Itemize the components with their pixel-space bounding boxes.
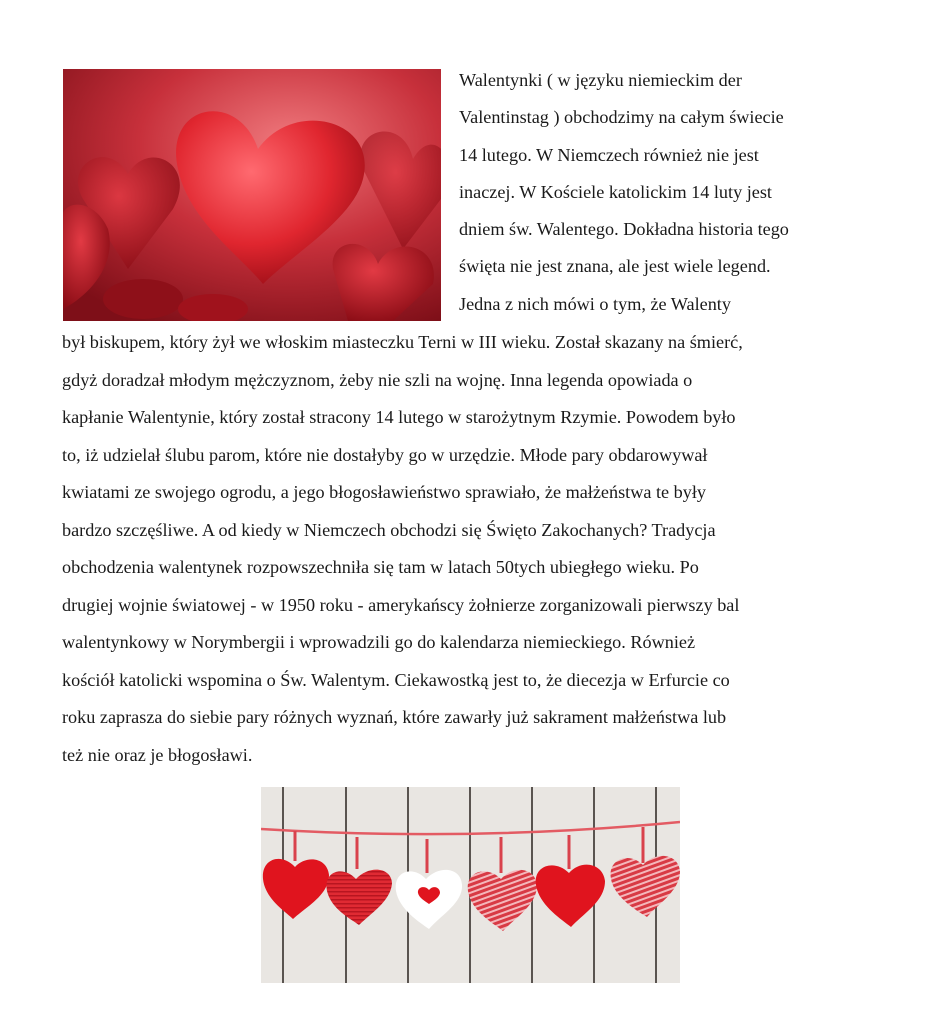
wrapped-paragraph	[459, 62, 879, 323]
text-line: walentynkowy w Norymbergii i wprowadzili go do kalendarza niemieckiego. Również	[62, 632, 696, 652]
text-line: gdyż doradzał młodym mężczyznom, żeby nie szli na wojnę. Inna legenda opowiada o	[62, 369, 693, 390]
text-line: bardzo szczęśliwe. A od kiedy w Niemczech obchodzi się Święto Zakochanych? Tradycja	[62, 519, 716, 540]
main-paragraph	[62, 324, 892, 774]
text-line: obchodzenia walentynek rozpowszechniła się tam w latach 50tych ubiegłego wieku. Po	[62, 557, 699, 577]
text-line: Jedna z nich mówi o tym, że Walenty	[459, 293, 731, 314]
text-line: był biskupem, który żył we włoskim miasteczku Terni w III wieku. Został skazany na śmierć,	[62, 332, 743, 352]
text-line: Walentynki ( w języku niemieckim der	[459, 70, 742, 90]
text-line: 14 lutego. W Niemczech również nie jest	[459, 144, 759, 165]
text-line: Valentinstag ) obchodzimy na całym świecie	[459, 107, 784, 128]
text-line: kościół katolicki wspomina o Św. Walentym. Ciekawostką jest to, że diecezja w Erfurcie co	[62, 669, 730, 690]
hanging-hearts-image	[261, 787, 680, 983]
text-line: inaczej. W Kościele katolickim 14 luty jest	[459, 181, 772, 202]
text-line: dniem św. Walentego. Dokładna historia tego	[459, 219, 789, 240]
text-line: drugiej wojnie światowej - w 1950 roku - amerykańscy żołnierze zorganizowali pierwszy bal	[62, 594, 740, 615]
red-hearts-image	[63, 69, 441, 321]
text-line: kwiatami ze swojego ogrodu, a jego błogosławieństwo sprawiało, że małżeństwa te były	[62, 482, 706, 502]
text-line: też nie oraz je błogosławi.	[62, 744, 253, 765]
text-line: kapłanie Walentynie, który został stracony 14 lutego w starożytnym Rzymie. Powodem było	[62, 407, 736, 427]
text-line: to, iż udzielał ślubu parom, które nie dostałyby go w urzędzie. Młode pary obdarowywał	[62, 444, 708, 465]
hanging-hearts-photo-icon	[261, 787, 680, 983]
text-line: święta nie jest znana, ale jest wiele legend.	[459, 256, 771, 277]
red-hearts-photo-icon	[63, 69, 441, 321]
text-line: roku zaprasza do siebie pary różnych wyznań, które zawarły już sakrament małżeństwa lub	[62, 707, 727, 727]
